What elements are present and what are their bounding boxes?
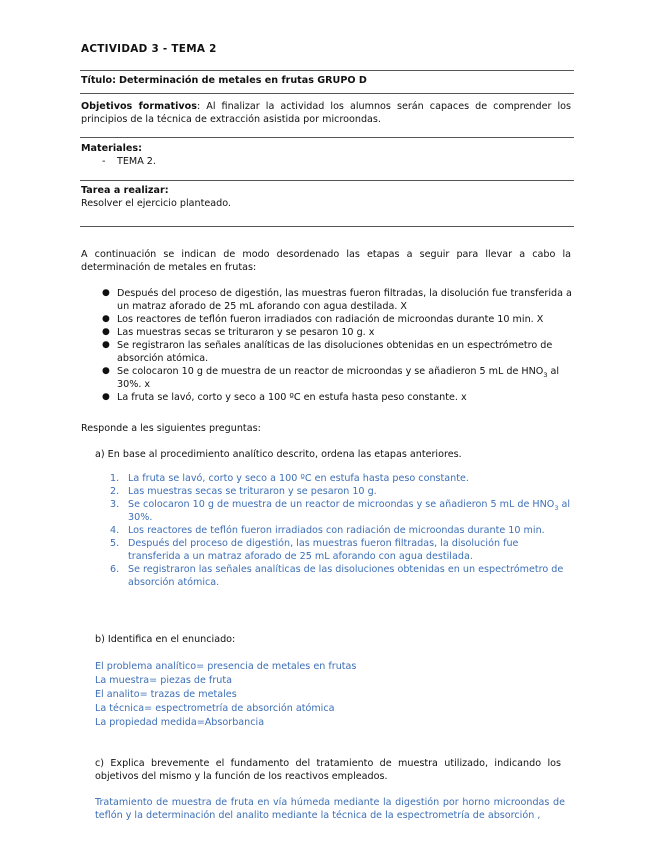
list-item: El analito= trazas de metales [95,689,237,700]
bullet-icon: ● [102,340,110,350]
divider [80,180,574,181]
subscript: 3 [554,503,559,512]
respond-instruction: Responde a les siguientes preguntas: [81,423,261,434]
title-line [81,74,571,87]
list-item: 6. Se registraron las señales analíticas de las disoluciones obtenidas en un espectrómetro de absorción atómica. [110,564,564,588]
ordered-answer-list [110,472,572,589]
question-a: a) En base al procedimiento analítico descrito, ordena las etapas anteriores. [95,449,462,460]
list-item: 5. Después del proceso de digestión, las muestras fueron filtradas, la disolución fue transferida a un matraz aforado de 25 mL aforando con agua destilada. [110,538,519,562]
bullet-icon: ● [102,366,110,376]
list-item: ● La fruta se lavó, corto y seco a 100 ºC en estufa hasta peso constante. x [102,392,467,403]
bullet-icon: ● [102,314,110,324]
bullet-icon: ● [102,288,110,298]
objectives-paragraph [81,100,571,126]
list-item: La propiedad medida=Absorbancia [95,717,265,728]
list-item: ● Después del proceso de digestión, las muestras fueron filtradas, la disolución fue transferida a un matraz aforado de 25 mL aforando con agua destilada. X [102,288,572,312]
intro-paragraph: A continuación se indican de modo desordenado las etapas a seguir para llevar a cabo la determinación de metales en frutas: [81,249,571,273]
materials-item: TEMA 2. [117,156,156,167]
question-b: b) Identifica en el enunciado: [95,634,236,645]
task-label: Tarea a realizar: [81,185,169,196]
identification-list [95,660,565,730]
bullet-icon: ● [102,327,110,337]
list-item: 3. Se colocaron 10 g de muestra de un reactor de microondas y se añadieron 5 mL de $HNO_3$ al 30%. [110,499,571,523]
list-item: La muestra= piezas de fruta [95,675,232,686]
answer-c: Tratamiento de muestra de fruta en vía húmeda mediante la digestión por horno microondas de teflón y la determinación del analito mediante la técnica de la espectrometría de absorción , [95,797,565,821]
bullet-icon: ● [102,392,110,402]
task-text: Resolver el ejercicio planteado. [81,198,231,209]
objectives-text: : Al finalizar la actividad los alumnos serán capaces de comprender los principios de la técnica de extracción asistida por microondas. [81,101,571,125]
objectives-label: Objetivos formativos [81,101,197,112]
question-c: c) Explica brevemente el fundamento del tratamiento de muestra utilizado, indicando los objetivos del mismo y la función de los reactivos empleados. [95,758,561,782]
list-item: El problema analítico= presencia de metales en frutas [95,661,357,672]
divider [80,226,574,227]
list-item: ● Las muestras secas se trituraron y se pesaron 10 g. x [102,327,375,338]
list-item: ● Se colocaron 10 g de muestra de un reactor de microondas y se añadieron 5 mL de $HNO_3$ al 30%. x [102,366,560,390]
activity-heading: ACTIVIDAD 3 - TEMA 2 [81,43,217,55]
title-label: Título: [81,75,116,86]
divider [80,137,574,138]
steps-list [100,287,574,404]
title-value: Determinación de metales en frutas GRUPO D [119,75,367,86]
list-item: ● Se registraron las señales analíticas de las disoluciones obtenidas en un espectrómetro de absorción atómica. [102,340,553,364]
list-item: 1. La fruta se lavó, corto y seco a 100 ºC en estufa hasta peso constante. [110,473,469,484]
list-item: ● Los reactores de teflón fueron irradiados con radiación de microondas durante 10 min. X [102,314,544,325]
materials-bullet: - [102,156,106,167]
list-item: 2. Las muestras secas se trituraron y se pesaron 10 g. [110,486,377,497]
divider [80,70,574,71]
list-item: La técnica= espectrometría de absorción atómica [95,703,335,714]
materials-label: Materiales: [81,143,142,154]
list-item: 4. Los reactores de teflón fueron irradiados con radiación de microondas durante 10 min. [110,525,545,536]
subscript: 3 [543,370,548,379]
divider [80,93,574,94]
